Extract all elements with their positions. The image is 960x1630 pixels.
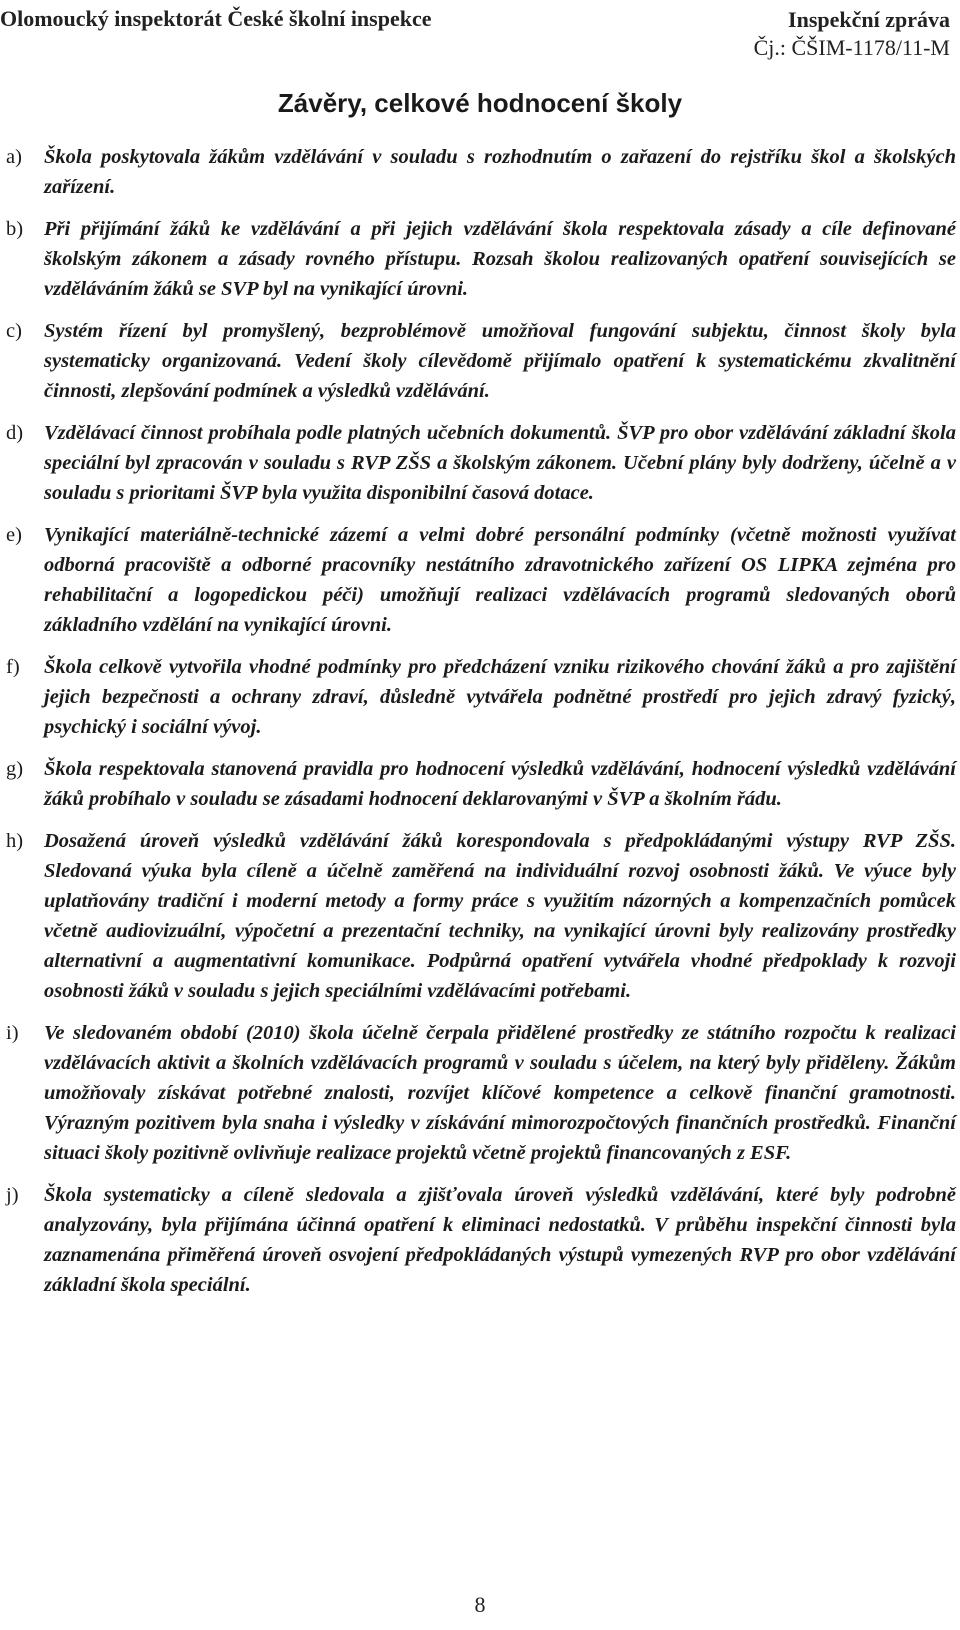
header-report-info (754, 6, 950, 62)
item-text: Vzdělávací činnost probíhala podle platných učebních dokumentů. ŠVP pro obor vzdělávání základní škola speciální byl zpracován v souladu s RVP ZŠS a školským zákonem. Učební plány byly dodrženy, účelně a v souladu s prioritami ŠVP byla využita disponibilní časová dotace. (44, 422, 956, 504)
item-text: Vynikající materiálně-technické zázemí a velmi dobré personální podmínky (včetně možnosti využívat odborná pracoviště a odborné pracovníky nestátního zdravotnického zařízení OS LIPKA zejména pro rehabilitační a logopedickou péči) umožňují realizaci vzdělávacích programů sledovaných oborů základního vzdělání na vynikající úrovni. (44, 524, 956, 636)
section-title: Závěry, celkové hodnocení školy (277, 88, 683, 118)
list-item (6, 826, 956, 1006)
list-item (6, 1018, 956, 1168)
reference-number: Čj.: ČŠIM-1178/11-M (753, 35, 950, 60)
item-label: i) (6, 1022, 19, 1044)
list-item (6, 1180, 956, 1300)
item-text: Škola celkově vytvořila vhodné podmínky pro předcházení vzniku rizikového chování žáků a pro zajištění jejich bezpečnosti a ochrany zdraví, důsledně vytvářela podnětné prostředí pro jejich zdravý fyzický, psychický i sociální vývoj. (44, 656, 956, 738)
item-label: e) (6, 524, 22, 546)
item-text: Škola poskytovala žákům vzdělávání v souladu s rozhodnutím o zařazení do rejstříku škol a školských zařízení. (44, 146, 956, 198)
item-label: c) (6, 320, 22, 342)
conclusions-list (6, 142, 956, 1312)
list-item (6, 652, 956, 742)
item-text: Škola respektovala stanovená pravidla pro hodnocení výsledků vzdělávání, hodnocení výsledků vzdělávání žáků probíhalo v souladu se zásadami hodnocení deklarovanými v ŠVP a školním řádu. (44, 758, 956, 810)
list-item (6, 754, 956, 814)
item-text: Při přijímání žáků ke vzdělávání a při jejich vzdělávání škola respektovala zásady a cíle definované školským zákonem a zásady rovného přístupu. Rozsah školou realizovaných opatření souvisejících se vzděláváním žáků se SVP byl na vynikající úrovni. (44, 218, 956, 300)
item-label: b) (6, 218, 24, 240)
list-item (6, 418, 956, 508)
item-text: Dosažená úroveň výsledků vzdělávání žáků korespondovala s předpokládanými výstupy RVP ZŠS. Sledovaná výuka byla cíleně a účelně zaměřená na individuální rozvoj osobnosti žáků. Ve výuce byly uplatňovány tradiční i moderní metody a formy práce s využitím názorných a kompenzačních pomůcek včetně audiovizuální, výpočetní a prezentační techniky, na vynikající úrovni byly realizovány prostředky alternativní a augmentativní komunikace. Podpůrná opatření vytvářela vhodné předpoklady k rozvoji osobnosti žáků v souladu s jejich speciálními vzdělávacími potřebami. (44, 830, 956, 1002)
item-label: a) (6, 146, 22, 168)
item-label: d) (6, 422, 24, 444)
item-text: Škola systematicky a cíleně sledovala a zjišťovala úroveň výsledků vzdělávání, které byly podrobně analyzovány, byla přijímána účinná opatření k eliminaci nedostatků. V průběhu inspekční činnosti byla zaznamenána přiměřená úroveň osvojení předpokládaných výstupů vymezených RVP pro obor vzdělávání základní škola speciální. (44, 1184, 956, 1296)
item-label: j) (6, 1184, 19, 1206)
list-item (6, 214, 956, 304)
item-label: g) (6, 758, 24, 780)
list-item (6, 520, 956, 640)
item-label: f) (6, 656, 20, 678)
page-number: 8 (474, 1592, 486, 1617)
item-label: h) (6, 830, 24, 852)
header-institution: Olomoucký inspektorát České školní inspekce (0, 6, 432, 31)
list-item (6, 142, 956, 202)
item-text: Systém řízení byl promyšlený, bezproblémově umožňoval fungování subjektu, činnost školy byla systematicky organizovaná. Vedení školy cílevědomě přijímalo opatření k systematickému zkvalitnění činnosti, zlepšování podmínek a výsledků vzdělávání. (44, 320, 956, 402)
item-text: Ve sledovaném období (2010) škola účelně čerpala přidělené prostředky ze státního rozpočtu k realizaci vzdělávacích aktivit a školních vzdělávacích programů v souladu s účelem, na který byly přiděleny. Žákům umožňovaly získávat potřebné znalosti, rozvíjet klíčové kompetence a celkově finanční gramotnosti. Výrazným pozitivem byla snaha i výsledky v získávání mimorozpočtových finančních prostředků. Finanční situaci školy pozitivně ovlivňuje realizace projektů včetně projektů financovaných z ESF. (44, 1022, 956, 1164)
report-type: Inspekční zpráva (788, 7, 950, 32)
list-item (6, 316, 956, 406)
